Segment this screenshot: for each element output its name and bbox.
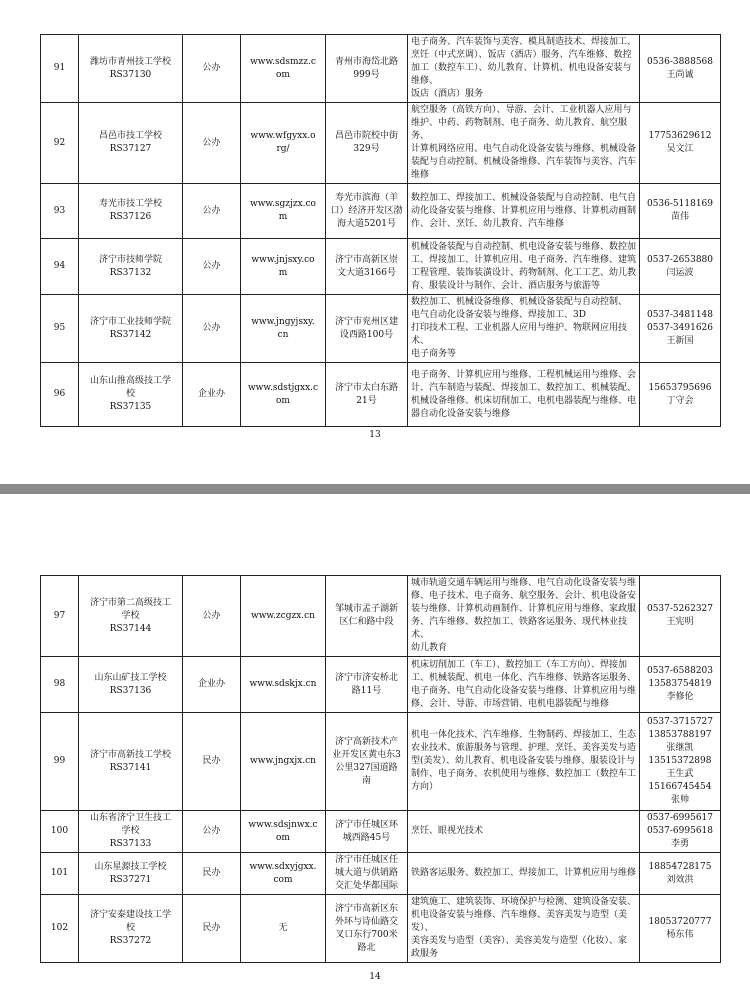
- website-cell: [241, 239, 326, 295]
- website-cell: [241, 713, 326, 811]
- school-name-line: RS37126: [109, 212, 152, 222]
- majors-line: 机械设备装配与自动控制、机电设备安装与维修、数控加: [411, 241, 637, 252]
- address-cell: [326, 184, 408, 239]
- address-cell: [326, 895, 408, 963]
- contact-line: 0537-3715727: [646, 717, 714, 727]
- majors-line: 航空服务（高铁方向）、导游、会计、工业机器人应用与: [411, 105, 632, 115]
- school-name-line: 济宁市工业技师学院: [89, 316, 171, 327]
- row-number-cell: 99: [41, 713, 79, 811]
- contact-cell: [640, 853, 721, 895]
- address-cell: [326, 657, 408, 713]
- table-row: [41, 363, 721, 427]
- school-name-line: RS37127: [109, 144, 152, 154]
- website-line: www.sdskjx.cn: [249, 679, 317, 689]
- majors-line: 烹饪、眼视光技术: [411, 826, 484, 836]
- school-name-line: RS37271: [109, 874, 152, 885]
- school-name-line: 济宁安泰建设技工学: [89, 910, 171, 920]
- contact-line: 13583754819: [648, 679, 712, 689]
- contact-line: 0537-6588203: [646, 666, 714, 676]
- majors-line: 幼儿教育: [411, 643, 448, 653]
- majors-line: 务、汽车维修、数控加工、铁路客运服务、现代林业技术、: [411, 617, 628, 640]
- address-line: 南: [361, 775, 371, 786]
- table-row: [41, 713, 721, 811]
- majors-line: 维修: [411, 170, 430, 180]
- majors-line: 工、焊接加工、计算机应用、电子商务、汽车维修、建筑: [411, 254, 637, 265]
- address-cell: [326, 811, 408, 853]
- contact-line: 闫运波: [666, 267, 694, 278]
- majors-line: 建筑施工、建筑装饰、环境保护与检测、建筑设备安装、: [411, 897, 637, 907]
- table-row: [41, 657, 721, 713]
- majors-line: 方向）: [411, 782, 439, 792]
- contact-line: 13853788197: [648, 730, 712, 740]
- majors-line: 机电一体化技术、汽车维修、生物制药、焊接加工、生态: [411, 730, 637, 740]
- school-name-line: 寿光市技工学校: [98, 199, 162, 209]
- majors-cell: [408, 895, 640, 963]
- school-name-line: 校: [125, 389, 135, 399]
- website-line: www.zcgzx.cn: [251, 610, 315, 621]
- website-line: m: [278, 212, 288, 222]
- row-number-cell: 91: [41, 35, 79, 103]
- school-name-line: RS37144: [109, 623, 152, 634]
- table-row: [41, 103, 721, 184]
- contact-line: 18053720777: [648, 916, 712, 927]
- website-line: m: [278, 267, 288, 278]
- majors-cell: [408, 184, 640, 239]
- address-line: 设西路100号: [339, 329, 394, 340]
- school-name-line: RS37136: [109, 685, 152, 696]
- majors-cell: [408, 103, 640, 184]
- contact-cell: [640, 811, 721, 853]
- row-number-cell: 92: [41, 103, 79, 184]
- school-name-line: RS37142: [109, 329, 152, 340]
- school-type-cell: 公办: [183, 103, 241, 184]
- majors-line: 计算机网络应用、电气自动化设备安装与维修、机械设备: [411, 144, 637, 154]
- website-line: 无: [278, 923, 288, 933]
- majors-line: 电子商务、汽车装饰与美容、模具制造技术、焊接加工、: [411, 37, 637, 47]
- school-name-cell: [79, 713, 183, 811]
- school-name-line: 济宁市技师学院: [98, 254, 162, 265]
- majors-cell: [408, 576, 640, 657]
- address-line: 999号: [353, 69, 380, 80]
- majors-line: 机电设备安装与维修、汽车维修、美容美发与造型（美发）、: [411, 910, 628, 933]
- contact-line: 张继凯: [666, 743, 694, 753]
- contact-line: 吴文江: [666, 144, 694, 154]
- address-line: 城西路45号: [342, 832, 391, 843]
- school-type-cell: 民办: [183, 713, 241, 811]
- majors-line: 修、会计、导游、市场营销、电机电器装配与维修: [411, 698, 610, 709]
- contact-line: 15166745454: [648, 782, 712, 792]
- contact-line: 0537-6995617: [646, 813, 714, 823]
- table-row: [41, 853, 721, 895]
- row-number-cell: 97: [41, 576, 79, 657]
- table-row: [41, 576, 721, 657]
- school-name-cell: [79, 295, 183, 363]
- page-number: 14: [369, 972, 381, 982]
- contact-line: 杨东伟: [666, 929, 694, 940]
- school-name-cell: [79, 576, 183, 657]
- majors-cell: [408, 239, 640, 295]
- majors-line: 机床切削加工（车工）、数控加工（车工方向）、焊接加: [411, 659, 628, 670]
- contact-line: 李勇: [670, 839, 689, 849]
- website-cell: [241, 657, 326, 713]
- website-line: rg/: [276, 144, 290, 154]
- website-line: www.jnjsxy.co: [251, 254, 315, 265]
- contact-line: 王新国: [666, 336, 694, 346]
- majors-line: 制作、电子商务、农机使用与维修、数控加工（数控车工: [411, 769, 637, 779]
- address-cell: [326, 239, 408, 295]
- row-number-cell: 96: [41, 363, 79, 427]
- address-line: 路11号: [351, 685, 382, 696]
- school-table: [40, 575, 721, 963]
- table-row: [41, 239, 721, 295]
- school-name-line: 济宁市第二高级技工: [89, 597, 171, 608]
- majors-line: 育、服装设计与制作、会计、酒店服务与旅游等: [411, 280, 601, 291]
- contact-cell: [640, 295, 721, 363]
- address-cell: [326, 295, 408, 363]
- address-cell: [326, 853, 408, 895]
- school-type-cell: 民办: [183, 853, 241, 895]
- row-number-cell: 98: [41, 657, 79, 713]
- school-type-cell: 企业办: [183, 657, 241, 713]
- school-name-line: RS37130: [109, 69, 152, 80]
- address-line: 济宁市任城区环: [334, 819, 398, 830]
- website-cell: [241, 576, 326, 657]
- school-type-cell: 公办: [183, 239, 241, 295]
- majors-line: 城市轨道交通车辆运用与维修、电气自动化设备安装与维: [411, 578, 637, 588]
- website-cell: [241, 295, 326, 363]
- address-line: 329号: [353, 144, 380, 154]
- majors-cell: [408, 657, 640, 713]
- majors-line: 装配与自动控制、机械设备维修、汽车装饰与美容、汽车: [411, 157, 637, 167]
- school-name-line: 山东星源技工学校: [94, 861, 167, 872]
- school-name-line: 山东省济宁卫生技工: [89, 813, 171, 823]
- majors-line: 政服务: [411, 949, 439, 959]
- majors-cell: [408, 295, 640, 363]
- address-line: 济宁市任城区任: [334, 855, 398, 865]
- address-cell: [326, 35, 408, 103]
- majors-line: 工、机械装配、机电一体化、汽车维修、铁路客运服务、: [411, 672, 637, 683]
- website-cell: [241, 895, 326, 963]
- school-type-cell: 公办: [183, 184, 241, 239]
- school-type-cell: 公办: [183, 811, 241, 853]
- website-line: www.jngyjsxy.: [251, 316, 315, 327]
- school-name-cell: [79, 35, 183, 103]
- school-name-line: RS37132: [109, 267, 152, 278]
- contact-line: 王宪明: [666, 617, 694, 627]
- address-line: 交汇处华都国际: [334, 881, 398, 891]
- website-line: om: [276, 69, 290, 80]
- table-row: [41, 895, 721, 963]
- school-type-cell: 公办: [183, 35, 241, 103]
- school-name-line: 潍坊市青州技工学校: [89, 56, 171, 67]
- school-type-cell: 公办: [183, 576, 241, 657]
- majors-line: 饭店（酒店）服务: [411, 89, 484, 99]
- majors-line: 美容美发与造型（美容）、美容美发与造型（化妆）、家: [411, 936, 628, 946]
- page-number: 13: [369, 430, 381, 440]
- school-name-cell: [79, 184, 183, 239]
- website-line: www.sdsmzz.c: [250, 56, 316, 67]
- contact-line: 刘效洪: [666, 874, 694, 885]
- row-number-cell: 101: [41, 853, 79, 895]
- website-cell: [241, 35, 326, 103]
- contact-line: 0536-5118169: [646, 199, 714, 209]
- majors-line: 动化设备安装与维修、计算机应用与维修、计算机动画制: [411, 205, 637, 216]
- address-line: 邹城市孟子湖新: [334, 604, 398, 614]
- address-cell: [326, 363, 408, 427]
- contact-line: 17753629612: [648, 131, 712, 141]
- address-line: 城大道与供销路: [334, 868, 398, 878]
- contact-cell: [640, 35, 721, 103]
- school-name-line: RS37135: [109, 402, 152, 412]
- contact-line: 18854728175: [648, 861, 712, 872]
- website-line: cn: [277, 329, 289, 340]
- school-table: [40, 34, 721, 427]
- address-cell: [326, 713, 408, 811]
- school-name-cell: [79, 657, 183, 713]
- website-cell: [241, 103, 326, 184]
- contact-line: 0537-2653880: [646, 254, 714, 265]
- address-line: 外环与诗仙路交: [334, 916, 398, 927]
- majors-cell: [408, 713, 640, 811]
- contact-line: 苗伟: [670, 212, 689, 222]
- contact-line: 15653795696: [648, 382, 712, 393]
- majors-line: 数控加工、焊接加工、机械设备装配与自动控制、电气自: [411, 192, 637, 203]
- address-line: 路北: [357, 942, 376, 953]
- table-row: [41, 811, 721, 853]
- row-number-cell: 102: [41, 895, 79, 963]
- majors-line: 数控加工、机械设备维修、机械设备装配与自动控制、: [411, 297, 628, 307]
- school-name-line: RS37133: [109, 839, 152, 849]
- contact-cell: [640, 713, 721, 811]
- row-number-cell: 94: [41, 239, 79, 295]
- row-number-cell: 100: [41, 811, 79, 853]
- website-line: com: [273, 874, 293, 885]
- majors-line: 打印技术工程、工业机器人应用与维护、物联网应用技术、: [411, 323, 628, 346]
- address-line: 21号: [356, 395, 377, 406]
- majors-line: 器自动化设备安装与维修: [411, 408, 511, 419]
- address-cell: [326, 103, 408, 184]
- school-name-cell: [79, 239, 183, 295]
- contact-line: 张帅: [670, 795, 689, 805]
- majors-line: 电气自动化设备安装与维修、焊接加工、3D: [411, 310, 586, 320]
- website-cell: [241, 363, 326, 427]
- majors-line: 工程管理、装饰装潢设计、药物制剂、化工工艺、幼儿教: [411, 267, 637, 278]
- school-name-line: 山东山推高级技工学: [89, 376, 171, 386]
- school-name-cell: [79, 103, 183, 184]
- school-name-line: 校: [125, 923, 135, 933]
- majors-line: 型(美发）、幼儿教育、机电设备安装与维修、服装设计与: [411, 756, 636, 766]
- majors-line: 维护、中药、药物制剂、电子商务、幼儿教育、航空服务、: [411, 118, 628, 141]
- majors-line: 电子商务、电气自动化设备安装与维修、计算机应用与维: [411, 685, 637, 696]
- address-line: 济宁市高新区东: [334, 903, 398, 914]
- majors-line: 计、汽车制造与装配、焊接加工、数控加工、机械装配、: [411, 382, 637, 393]
- address-line: 叉口东行700米: [335, 929, 398, 940]
- school-name-line: 学校: [121, 610, 140, 621]
- contact-cell: [640, 184, 721, 239]
- contact-line: 丁守会: [666, 395, 694, 406]
- website-cell: [241, 184, 326, 239]
- majors-line: 修、电子技术、电子商务、航空服务、会计、机电设备安: [411, 591, 637, 601]
- table-row: [41, 35, 721, 103]
- contact-cell: [640, 657, 721, 713]
- school-name-line: 昌邑市技工学校: [98, 131, 162, 141]
- majors-line: 电子商务等: [411, 349, 457, 359]
- address-line: 济宁市高新区崇: [334, 254, 398, 265]
- document-page: [0, 494, 750, 990]
- school-name-line: 山东山矿技工学校: [94, 672, 167, 683]
- majors-line: 作、会计、烹饪、幼儿教育、汽车维修: [411, 218, 565, 229]
- contact-cell: [640, 239, 721, 295]
- website-line: om: [276, 395, 290, 406]
- address-line: 文大道3166号: [337, 267, 396, 278]
- school-name-cell: [79, 853, 183, 895]
- majors-cell: [408, 35, 640, 103]
- school-name-cell: [79, 895, 183, 963]
- website-line: www.sgzjzx.co: [250, 199, 316, 209]
- table-row: [41, 295, 721, 363]
- contact-line: 0537-6995618: [646, 826, 714, 836]
- address-line: 海大道5201号: [337, 218, 396, 229]
- address-line: 济宁市太白东路: [334, 382, 398, 393]
- school-name-cell: [79, 811, 183, 853]
- majors-cell: [408, 811, 640, 853]
- table-row: [41, 184, 721, 239]
- website-line: www.sdstjgxx.c: [247, 382, 319, 393]
- address-line: 济宁市兖州区建: [334, 316, 398, 327]
- address-line: 业开发区黄屯东3: [332, 749, 401, 760]
- contact-line: 0537-3481148: [646, 310, 714, 320]
- majors-cell: [408, 363, 640, 427]
- majors-line: 加工（数控车工）、幼儿教育、计算机、机电设备安装与维修、: [411, 63, 632, 86]
- contact-line: 0536-3888568: [646, 56, 714, 67]
- school-name-line: 济宁市高新技工学校: [89, 749, 171, 760]
- address-line: 青州市海岱北路: [334, 56, 398, 67]
- contact-line: 王尚诚: [666, 69, 694, 80]
- website-line: om: [276, 832, 290, 843]
- contact-line: 0537-5262327: [646, 604, 714, 614]
- school-type-cell: 公办: [183, 295, 241, 363]
- address-line: 口）经济开发区渤: [330, 205, 403, 216]
- contact-line: 13515372898: [648, 756, 712, 766]
- website-line: www.sdxyjgxx.: [249, 861, 317, 872]
- document-page: [0, 0, 750, 484]
- row-number-cell: 93: [41, 184, 79, 239]
- school-name-cell: [79, 363, 183, 427]
- majors-cell: [408, 853, 640, 895]
- majors-line: 电子商务、计算机应用与维修、工程机械运用与维修、会: [411, 369, 637, 380]
- majors-line: 铁路客运服务、数控加工、焊接加工、计算机应用与维修: [411, 868, 637, 878]
- contact-line: 王生武: [666, 769, 694, 779]
- website-cell: [241, 811, 326, 853]
- address-line: 昌邑市院校中街: [334, 131, 398, 141]
- contact-cell: [640, 895, 721, 963]
- row-number-cell: 95: [41, 295, 79, 363]
- website-line: www.jngxjx.cn: [250, 756, 316, 766]
- address-line: 寿光市滨海（羊: [334, 192, 398, 203]
- address-line: 济宁市济安桥北: [334, 672, 398, 683]
- majors-line: 装与维修、计算机动画制作、计算机应用与维修、家政服: [411, 604, 637, 614]
- address-line: 公里327国道路: [335, 762, 398, 773]
- address-line: 济宁高新技术产: [334, 736, 398, 747]
- school-type-cell: 企业办: [183, 363, 241, 427]
- website-line: www.wfgyxx.o: [250, 131, 316, 141]
- school-name-line: 学校: [121, 826, 140, 836]
- contact-cell: [640, 576, 721, 657]
- majors-line: 农业技术、旅游服务与管理、护理、烹饪、美容美发与造: [411, 743, 637, 753]
- contact-line: 李修伦: [666, 692, 694, 702]
- address-line: 区仁和路中段: [339, 617, 394, 627]
- school-name-line: RS37272: [109, 936, 152, 946]
- majors-line: 烹饪（中式烹调）、饭店（酒店）服务、汽车维修、数控: [411, 50, 632, 60]
- contact-cell: [640, 363, 721, 427]
- contact-line: 0537-3491626: [646, 323, 714, 333]
- website-cell: [241, 853, 326, 895]
- school-name-line: RS37141: [109, 762, 152, 773]
- majors-line: 机械设备维修、机床切削加工、电机电器装配与维修、电: [411, 395, 637, 406]
- website-line: www.sdsjnwx.c: [248, 819, 318, 830]
- contact-cell: [640, 103, 721, 184]
- school-type-cell: 民办: [183, 895, 241, 963]
- address-cell: [326, 576, 408, 657]
